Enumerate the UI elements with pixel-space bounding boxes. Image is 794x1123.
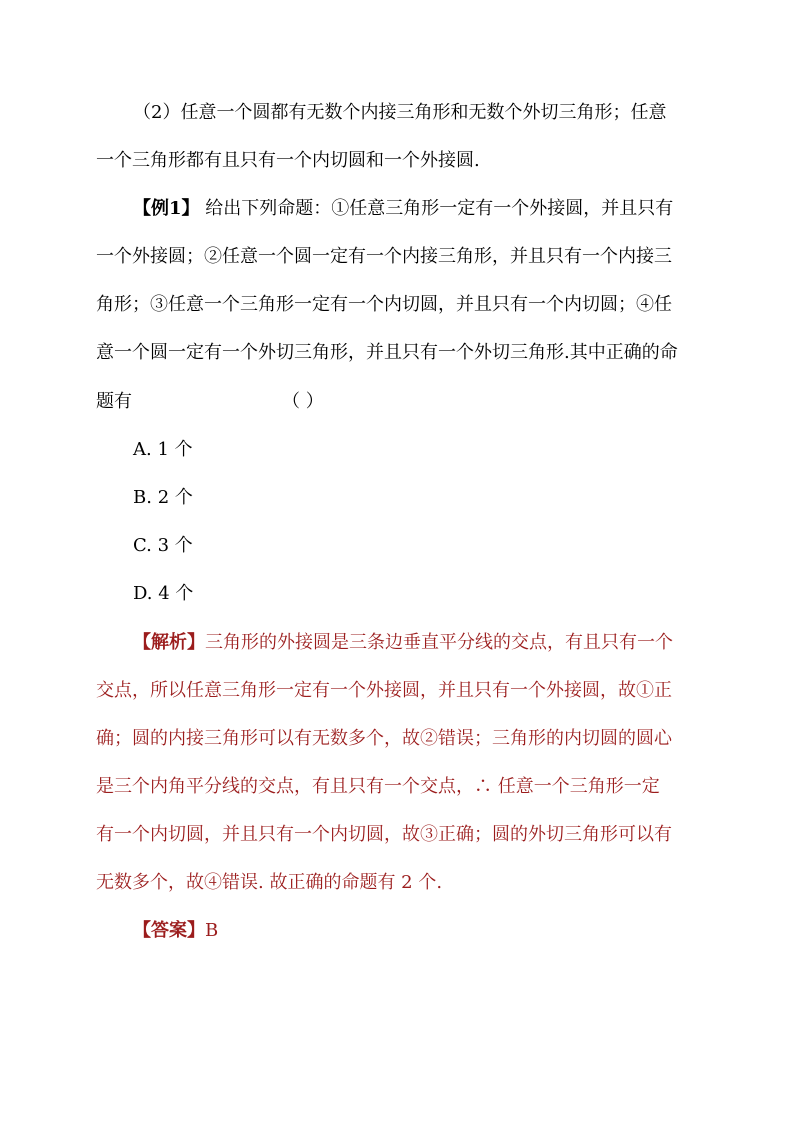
example-line-2: 一个外接圆；②任意一个圆一定有一个内接三角形，并且只有一个内接三 — [96, 246, 672, 267]
example-line-1 — [133, 197, 673, 221]
option-text: 2 个 — [157, 487, 193, 508]
analysis-label: 【解析】 — [133, 632, 205, 653]
example-line-5 — [96, 390, 324, 414]
answer-line — [133, 919, 218, 943]
option-letter: A. — [133, 439, 152, 460]
option-letter: B. — [133, 487, 152, 508]
option-text: 4 个 — [158, 583, 194, 604]
option-a — [133, 438, 193, 462]
analysis-line-4: 是三个内角平分线的交点，有且只有一个交点，∴ 任意一个三角形一定 — [96, 776, 660, 797]
analysis-line-1 — [133, 631, 673, 655]
intro-line-1: （2）任意一个圆都有无数个内接三角形和无数个外切三角形；任意 — [133, 102, 667, 123]
option-letter: D. — [133, 583, 153, 604]
option-b — [133, 486, 193, 510]
example-label: 【例1】 — [133, 198, 200, 219]
example-line-4: 意一个圆一定有一个外切三角形，并且只有一个外切三角形.其中正确的命 — [96, 342, 678, 363]
intro-line-2: 一个三角形都有且只有一个内切圆和一个外接圆. — [96, 150, 480, 171]
option-text: 3 个 — [157, 535, 193, 556]
example-line-5-text: 题有 — [96, 391, 132, 412]
analysis-line-1-text: 三角形的外接圆是三条边垂直平分线的交点，有且只有一个 — [205, 632, 673, 653]
answer-blank: （ ） — [282, 391, 324, 412]
analysis-line-6: 无数多个，故④错误. 故正确的命题有 2 个. — [96, 872, 443, 893]
analysis-line-2: 交点，所以任意三角形一定有一个外接圆，并且只有一个外接圆，故①正 — [96, 680, 672, 701]
answer-value: B — [205, 920, 219, 941]
option-c — [133, 534, 193, 558]
option-d — [133, 582, 193, 606]
answer-label: 【答案】 — [133, 920, 205, 941]
option-text: 1 个 — [157, 439, 193, 460]
option-letter: C. — [133, 535, 152, 556]
analysis-line-3: 确；圆的内接三角形可以有无数多个，故②错误；三角形的内切圆的圆心 — [96, 728, 672, 749]
analysis-line-5: 有一个内切圆，并且只有一个内切圆，故③正确；圆的外切三角形可以有 — [96, 824, 672, 845]
example-line-1-text: 给出下列命题：①任意三角形一定有一个外接圆，并且只有 — [199, 198, 674, 219]
example-line-3: 角形；③任意一个三角形一定有一个内切圆，并且只有一个内切圆；④任 — [96, 294, 672, 315]
